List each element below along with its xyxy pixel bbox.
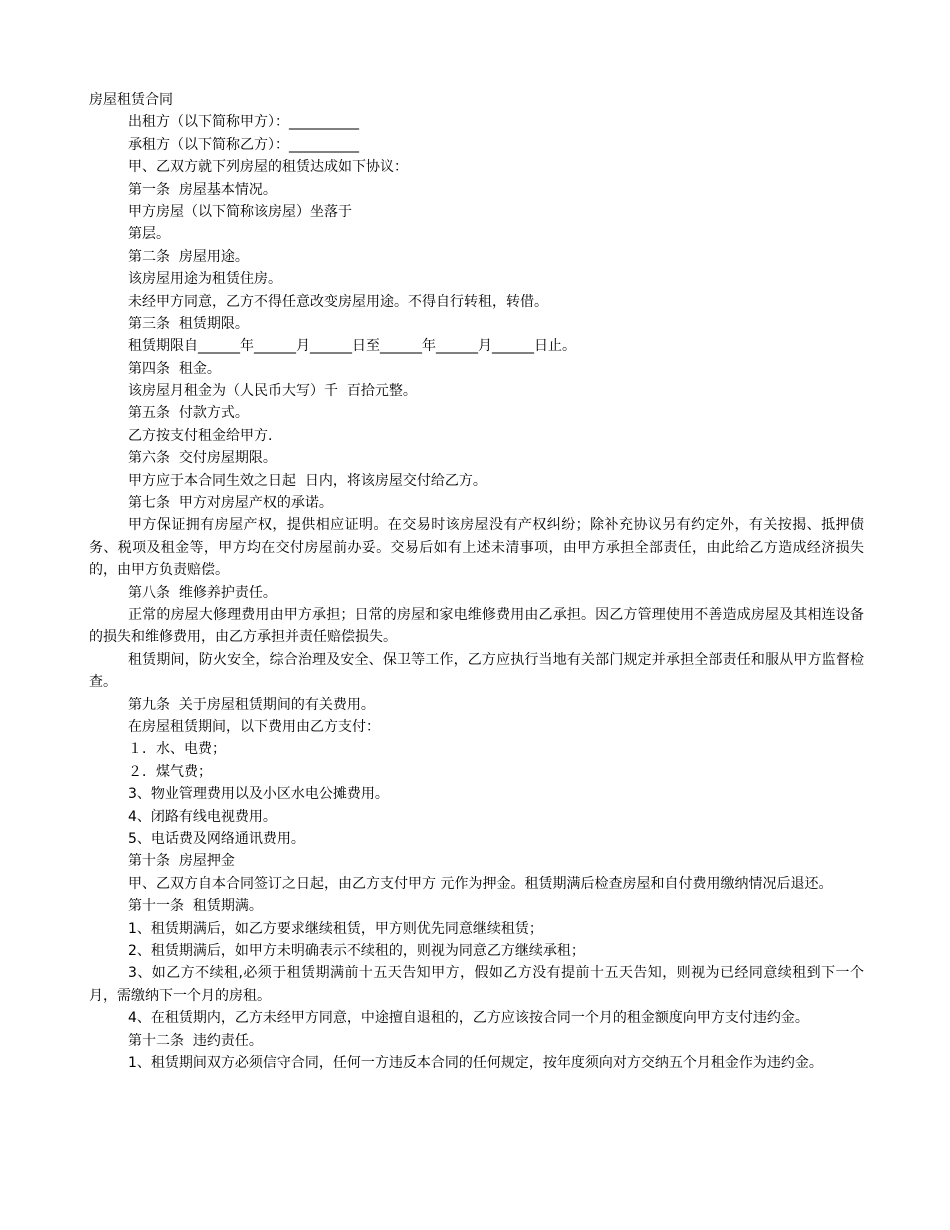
deposit-paragraph: 甲、乙双方自本合同签订之日起，由乙方支付甲方 元作为押金。租赁期满后检查房屋和自付费用缴纳情况后退还。 [128,875,833,892]
article-5-heading: 第五条 付款方式。 [128,405,249,422]
repair-paragraph: 正常的房屋大修理费用由甲方承担；日常的房屋和家电维修费用由乙承担。因乙方管理使用不善造成房屋及其相连设备的损失和维修费用，由乙方承担并责任赔偿损失。 [89,607,864,646]
article-12-heading: 第十二条 违约责任。 [128,1032,263,1049]
agreement-intro: 甲、乙双方就下列房屋的租赁达成如下协议： [128,159,408,176]
delivery-term-line: 甲方应于本合同生效之日起 日内，将该房屋交付给乙方。 [128,472,487,489]
article-2-heading: 第二条 房屋用途。 [128,248,249,265]
article-1-heading: 第一条 房屋基本情况。 [128,181,277,198]
expiry-clause-4: 4、在租赁期内，乙方未经甲方同意，中途擅自退租的，乙方应该按合同一个月的租金额度向甲方支付违约金。 [128,1010,809,1027]
article-10-heading: 第十条 房屋押金 [128,853,235,870]
fee-item: 5、电话费及网络通讯费用。 [128,831,305,847]
article-4-heading: 第四条 租金。 [128,360,221,377]
article-9-heading: 第九条 关于房屋租赁期间的有关费用。 [128,696,375,713]
fees-intro: 在房屋租赁期间，以下费用由乙方支付： [128,719,380,736]
breach-clause-1: 1、租赁期间双方必须信守合同，任何一方违反本合同的任何规定，按年度须向对方交纳五个月租金作为违约金。 [128,1054,823,1071]
lease-term-line: 租赁期限自______年______月______日至______年______月______日止。 [128,338,576,355]
article-7-heading: 第七条 甲方对房屋产权的承诺。 [128,495,333,512]
article-3-heading: 第三条 租赁期限。 [128,315,249,332]
lessee-line: 承租方（以下简称乙方）：__________ [128,136,359,153]
property-floor: 第层。 [128,226,170,243]
fee-item: 4、闭路有线电视费用。 [128,808,277,825]
document-title: 房屋租赁合同 [89,92,173,108]
article-6-heading: 第六条 交付房屋期限。 [128,450,277,467]
article-11-heading: 第十一条 租赁期满。 [128,898,263,915]
usage-line: 该房屋用途为租赁住房。 [128,271,282,288]
payment-method-line: 乙方按支付租金给甲方. [128,427,273,444]
expiry-clause: 2、租赁期满后，如甲方未明确表示不续租的，则视为同意乙方继续承租； [128,942,585,959]
property-location: 甲方房屋（以下简称该房屋）坐落于 [128,203,352,220]
monthly-rent-line: 该房屋月租金为（人民币大写）千 百拾元整。 [128,383,417,400]
fee-item: ２．煤气费； [128,763,212,780]
contract-body [89,89,864,1074]
article-8-heading: 第八条 维修养护责任。 [128,584,277,601]
property-warranty-paragraph: 甲方保证拥有房屋产权，提供相应证明。在交易时该房屋没有产权纠纷；除补充协议另有约定外，有关按揭、抵押债务、税项及租金等，甲方均在交付房屋前办妥。交易后如有上述未清事项，由甲方承担全部责任，由此给乙方造成经济损失的，由甲方负责赔偿。 [89,517,864,579]
lessor-line: 出租方（以下简称甲方）：__________ [128,114,359,131]
fee-item: 3、物业管理费用以及小区水电公摊费用。 [128,786,389,803]
expiry-clause-3: 3、如乙方不续租,必须于租赁期满前十五天告知甲方，假如乙方没有提前十五天告知，则视为已经同意续租到下一个月，需缴纳下一个月的房租。 [89,965,864,1004]
usage-restriction: 未经甲方同意，乙方不得任意改变房屋用途。不得自行转租，转借。 [128,293,548,310]
expiry-clause: 1、租赁期满后，如乙方要求继续租赁，甲方则优先同意继续租赁； [128,920,543,937]
safety-paragraph: 租赁期间，防火安全，综合治理及安全、保卫等工作，乙方应执行当地有关部门规定并承担全部责任和服从甲方监督检查。 [89,651,864,691]
fee-item: １．水、电费； [128,741,226,758]
